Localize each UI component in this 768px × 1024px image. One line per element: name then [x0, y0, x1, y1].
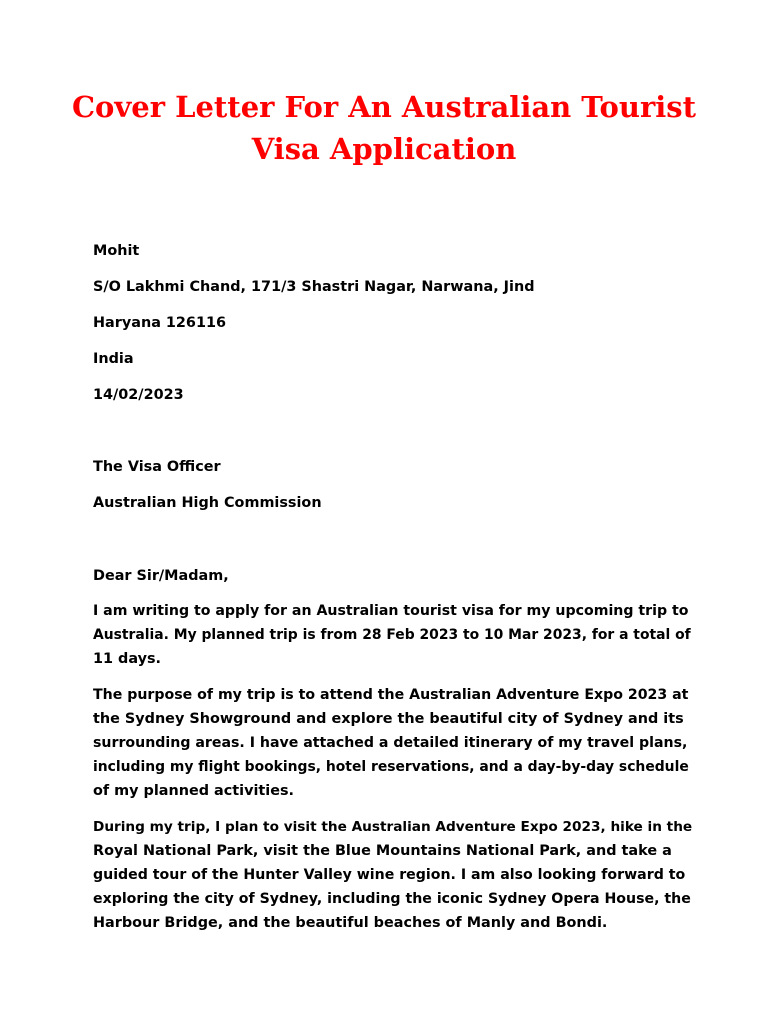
paragraph-line: Royal National Park, visit the Blue Mountains National Park, and take a — [93, 843, 672, 859]
paragraph-line: the Sydney Showground and explore the beautiful city of Sydney and its — [93, 711, 684, 727]
paragraph-line: 11 days. — [93, 651, 162, 667]
letter-date: 14/02/2023 — [93, 387, 184, 403]
sender-address: S/O Lakhmi Chand, 171/3 Shastri Nagar, Narwana, Jind — [93, 279, 535, 295]
title-line-1: Cover Letter For An Australian Tourist — [71, 90, 697, 124]
paragraph-line: guided tour of the Hunter Valley wine region. I am also looking forward to — [93, 867, 686, 883]
sender-name: Mohit — [93, 243, 140, 259]
title-line-2: Visa Application — [251, 132, 517, 166]
paragraph-line: During my trip, I plan to visit the Australian Adventure Expo 2023, hike in the — [93, 819, 693, 835]
paragraph-line: surrounding areas. I have attached a detailed itinerary of my travel plans, — [93, 735, 688, 751]
paragraph-line: Australia. My planned trip is from 28 Feb 2023 to 10 Mar 2023, for a total of — [93, 627, 691, 643]
salutation: Dear Sir/Madam, — [93, 568, 229, 584]
body-paragraph-3 — [93, 815, 693, 935]
body-paragraph-2 — [93, 683, 693, 803]
paragraph-line: The purpose of my trip is to attend the Australian Adventure Expo 2023 at — [93, 687, 689, 703]
sender-country: India — [93, 351, 134, 367]
sender-state-zip: Haryana 126116 — [93, 315, 226, 331]
recipient-title: The Visa Officer — [93, 459, 221, 475]
paragraph-line: Harbour Bridge, and the beautiful beaches of Manly and Bondi. — [93, 915, 608, 931]
paragraph-line: exploring the city of Sydney, including the iconic Sydney Opera House, the — [93, 891, 691, 907]
paragraph-line: I am writing to apply for an Australian tourist visa for my upcoming trip to — [93, 603, 689, 619]
paragraph-line: including my flight bookings, hotel reservations, and a day-by-day schedule — [93, 759, 689, 775]
recipient-organization: Australian High Commission — [93, 495, 322, 511]
body-paragraph-1 — [93, 599, 693, 671]
paragraph-line: of my planned activities. — [93, 783, 295, 799]
page-title — [40, 86, 728, 170]
